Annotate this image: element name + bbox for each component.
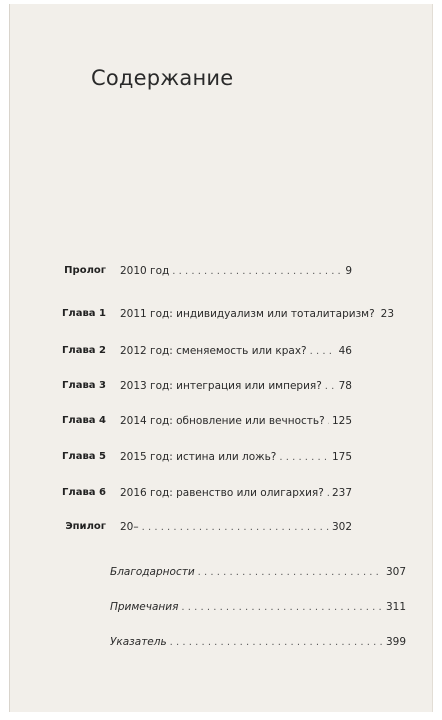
toc-entry-page: 23 <box>380 308 395 320</box>
toc-entry-label: Эпилог <box>65 521 106 532</box>
toc-entry-label: Глава 4 <box>62 415 106 426</box>
toc-back-page: 399 <box>385 636 406 648</box>
toc-back-page: 311 <box>385 601 406 613</box>
toc-entry-label: Глава 3 <box>62 380 106 391</box>
book-page <box>9 4 433 712</box>
toc-entry-title: 20– <box>120 521 139 533</box>
toc-entry-title: 2010 год <box>120 265 170 277</box>
toc-back-title: Указатель <box>110 636 167 648</box>
toc-entry <box>10 412 434 432</box>
toc-entry-label: Глава 1 <box>62 308 106 319</box>
toc-back-entry <box>10 633 434 653</box>
toc-entry-label: Глава 6 <box>62 487 106 498</box>
toc-entry <box>10 448 434 468</box>
toc-entry-title: 2011 год: индивидуализм или тоталитаризм? <box>120 308 375 320</box>
dot-leader <box>181 602 383 613</box>
toc-entry-page: 302 <box>331 521 352 533</box>
dot-leader <box>279 452 329 463</box>
toc-entry-label: Глава 5 <box>62 451 106 462</box>
toc-entry <box>10 342 434 362</box>
toc-entry-page: 46 <box>338 345 352 357</box>
toc-entry-page: 237 <box>331 487 352 499</box>
toc-entry-page: 175 <box>331 451 352 463</box>
dot-leader <box>170 637 383 648</box>
toc-back-entry <box>10 563 434 583</box>
dot-leader <box>172 266 342 277</box>
dot-leader <box>142 522 329 533</box>
toc-entry-title: 2012 год: сменяемость или крах? <box>120 345 307 357</box>
toc-entry-title: 2015 год: истина или ложь? <box>120 451 277 463</box>
toc-back-entry <box>10 598 434 618</box>
toc-entry <box>10 518 434 538</box>
dot-leader <box>198 567 383 578</box>
toc-entry <box>10 377 434 397</box>
toc-entry-title: 2014 год: обновление или вечность? <box>120 415 325 427</box>
toc-back-title: Примечания <box>110 601 179 613</box>
dot-leader <box>325 381 336 392</box>
toc-entry-page: 78 <box>338 380 352 392</box>
toc-entry-label: Глава 2 <box>62 345 106 356</box>
toc-entry <box>10 262 434 282</box>
page-title: Содержание <box>91 66 234 90</box>
toc-back-page: 307 <box>385 566 406 578</box>
toc-entry <box>10 484 434 504</box>
toc-entry-label: Пролог <box>64 265 106 276</box>
toc-entry <box>10 305 434 325</box>
dot-leader <box>328 416 329 427</box>
toc-back-title: Благодарности <box>110 566 195 578</box>
dot-leader <box>327 488 329 499</box>
dot-leader <box>310 346 336 357</box>
toc-entry-title: 2016 год: равенство или олигархия? <box>120 487 324 499</box>
toc-entry-title: 2013 год: интеграция или империя? <box>120 380 322 392</box>
toc-entry-page: 9 <box>345 265 352 277</box>
toc-entry-page: 125 <box>331 415 352 427</box>
